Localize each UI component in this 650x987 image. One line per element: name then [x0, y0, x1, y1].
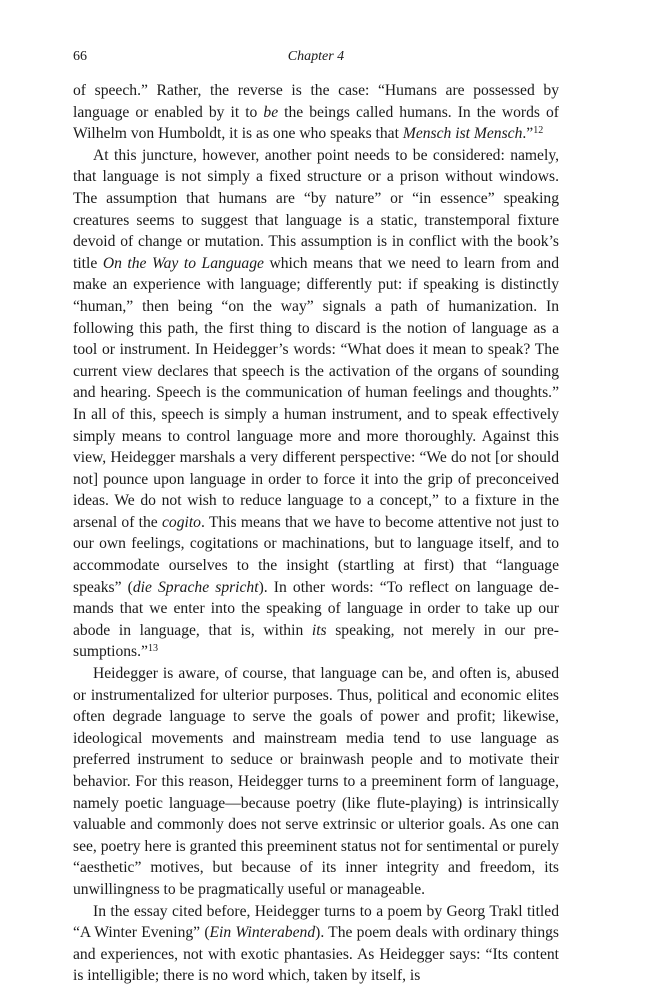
text-run: which means that we need to learn from and make an experience with language; differently put: if speaking is distinctly “human,” then being “on the way” signals a path of humanization. In following this path, the first thing to discard is the notion of language as a tool or instrument. In Heidegger’s words: “What does it mean to speak? The current view declares that speech is the activation of the organs of sounding and hearing. Speech is the communication of human feelings and thoughts.” In all of this, speech is simply a human instrument, and to speak effectively simply means to control language more and more thoroughly. Against this view, Heidegger marshals a very different perspective: “We do not [or should not] pounce upon language in order to force it into the grip of preconceived ideas. We do not wish to reduce language to a concept,” to a fixture in the arsenal of the	[73, 254, 560, 531]
text-run: ). The poem deals with ordinary things and experiences, not with exotic phantasies. As Heidegger says: “Its content is intelligible; there is no word which, taken by itself, is	[73, 924, 559, 985]
italic-run: On the Way to Language	[102, 254, 264, 272]
page-number: 66	[73, 49, 87, 64]
italic-run: cogito	[162, 513, 201, 531]
text-run: .”	[522, 125, 534, 143]
text-run: speaking, not merely in our presumptions.”	[73, 621, 559, 661]
book-page	[73, 46, 559, 987]
text-run: of speech.” Rather, the reverse is the case: “Humans are possessed by language or enabled by it to	[73, 82, 559, 121]
footnote-ref: 12	[533, 125, 544, 137]
text-run: Heidegger is aware, of course, that language can be, and often is, abused or instrumentalized for ulterior purposes. Thus, political and economic elites often degrade language to serve the goals of power and profit; likewise, ideological movements and mainstream media tend to use language as preferred instrument to seduce or brainwash people and to motivate their behavior. For this reason, Heidegger turns to a preeminent form of language, namely poetic language—because poetry (like flute-playing) is intrinsically valuable and commonly does not serve extrinsic or ulterior goals. As one can see, poetry here is granted this preeminent status not for sentimental or purely “aesthetic” motives, but because of its inner integrity and freedom, its unwillingness to be pragmatically useful or manageable.	[73, 665, 559, 898]
text-run: . This means that we have to become attentive not just to our own feelings, cogitations or machinations, but to language itself, and to accommodate ourselves to the insight (startling at first) that “language speaks” (	[73, 513, 559, 596]
paragraph-instrumentalized-language	[73, 663, 559, 901]
paragraph-continued	[73, 80, 559, 145]
italic-run: be	[263, 103, 279, 121]
italic-run: Ein Winterabend	[209, 924, 316, 942]
paragraph-trakl-poem	[73, 901, 559, 987]
text-run: In the essay cited before, Heidegger turns to a poem by Georg Trakl titled “A Winter Evening” (	[73, 902, 559, 942]
text-run: At this juncture, however, another point needs to be considered: namely, that language is not simply a fixed structure or a prison without windows. The assumption that humans are “by nature” or “in essence” speaking creatures seems to suggest that language is a static, transtemporal fixture devoid of change or mutation. This assumption is in conflict with the book’s title	[73, 146, 559, 272]
text-run: ). In other words: “To reflect on language demands that we enter into the speaking of language in order to take up our abode in language, that is, within	[73, 578, 560, 639]
chapter-title: Chapter 4	[287, 49, 345, 64]
text-run: the beings called humans. In the words of Wilhelm von Humboldt, it is as one who speaks that	[73, 103, 559, 143]
footnote-ref: 13	[147, 643, 158, 655]
italic-run: Mensch ist Mensch	[402, 125, 523, 143]
body-text	[73, 80, 559, 987]
running-head	[73, 46, 559, 68]
paragraph-language-as-structure	[73, 145, 559, 663]
italic-run: die Sprache spricht	[132, 578, 259, 596]
italic-run: its	[311, 621, 327, 639]
